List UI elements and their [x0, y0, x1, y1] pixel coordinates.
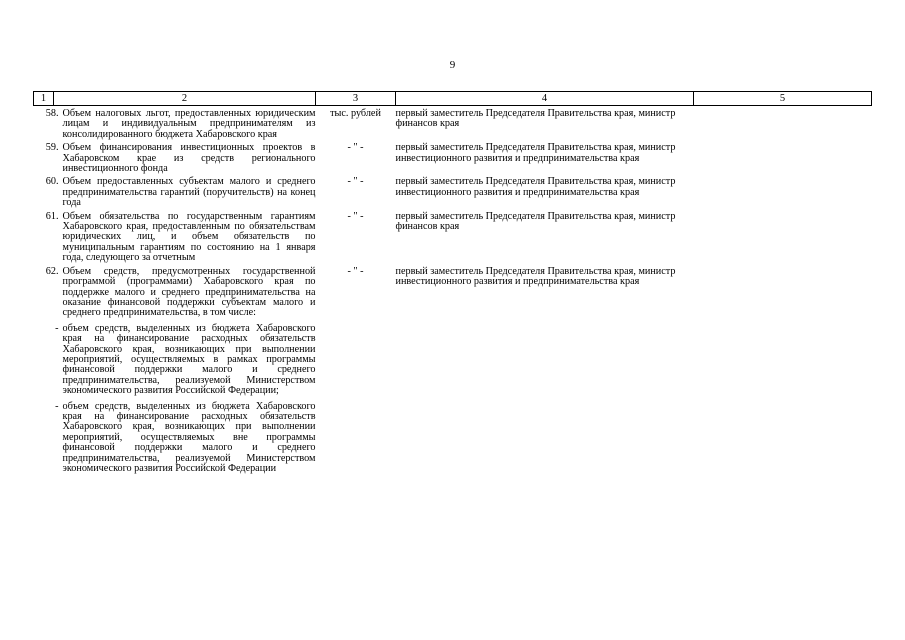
- column-header: 5: [694, 92, 872, 106]
- responsible-cell: первый заместитель Председателя Правительства края, министр инвестиционного развития и предпринимательства края: [395, 176, 676, 198]
- unit-cell: - " -: [347, 142, 364, 154]
- list-item: [34, 324, 316, 397]
- table-row: [34, 109, 872, 140]
- empty-cell: [694, 109, 872, 140]
- table-header-row: [34, 92, 872, 106]
- responsible-cell: первый заместитель Председателя Правительства края, министр инвестиционного развития и предпринимательства края: [395, 265, 676, 288]
- indicators-table: [33, 91, 872, 474]
- indicator-name: Объем средств, предусмотренных государственной программой (программами) Хабаровского края по поддержке малого и среднего предпринимательства на оказание финансовой поддержки субъектам малого и среднего предпринимательства, в том числе:: [62, 265, 316, 319]
- table-row: [34, 267, 872, 475]
- unit-cell: - " -: [347, 210, 364, 222]
- list-dash: -: [55, 322, 59, 334]
- indicator-name: Объем обязательства по государственным гарантиям Хабаровского края, предоставленным по обязательствам юридических лиц, и объем обязательств по муниципальным гарантиям по состоянию на 1 января года, следующего за отчетным: [62, 210, 316, 264]
- list-dash: -: [55, 400, 59, 412]
- row-number: 62.: [45, 265, 59, 277]
- row-number: 61.: [45, 210, 59, 222]
- indicator-name: Объем предоставленных субъектам малого и среднего предпринимательства гарантий (поручительств) на конец года: [62, 176, 316, 209]
- subitem-text: объем средств, выделенных из бюджета Хабаровского края на финансирование расходных обязательств Хабаровского края, возникающих при выполнении мероприятий, осуществляемых в рамках программы финансовой поддержки малого и среднего предпринимательства, реализуемой Министерством экономического развития Российской Федерации;: [62, 322, 316, 397]
- page-number: 9: [449, 59, 456, 71]
- responsible-cell: первый заместитель Председателя Правительства края, министр финансов края: [395, 108, 676, 130]
- unit-cell: - " -: [347, 176, 364, 188]
- column-header: 3: [316, 92, 396, 106]
- responsible-cell: первый заместитель Председателя Правительства края, министр финансов края: [395, 210, 676, 233]
- column-header: 1: [34, 92, 54, 106]
- table-row: [34, 143, 872, 174]
- unit-cell: тыс. рублей: [330, 108, 381, 119]
- column-header: 4: [396, 92, 694, 106]
- table-row: [34, 212, 872, 264]
- unit-cell: - " -: [347, 265, 364, 277]
- row-number: 58.: [45, 108, 59, 119]
- list-item: [34, 402, 316, 475]
- column-header: 2: [54, 92, 316, 106]
- row-number: 60.: [45, 176, 59, 188]
- empty-cell: [694, 212, 872, 264]
- empty-cell: [694, 177, 872, 208]
- responsible-cell: первый заместитель Председателя Правительства края, министр инвестиционного развития и предпринимательства края: [395, 142, 676, 164]
- row-number: 59.: [45, 142, 59, 154]
- indicator-name: Объем финансирования инвестиционных проектов в Хабаровском крае из средств регионального инвестиционного фонда: [62, 142, 316, 175]
- indicator-name: Объем налоговых льгот, предоставленных юридическим лицам и индивидуальным предпринимателям из консолидированного бюджета Хабаровского края: [62, 108, 316, 140]
- subitem-text: объем средств, выделенных из бюджета Хабаровского края на финансирование расходных обязательств Хабаровского края, возникающих при выполнении мероприятий, осуществляемых вне программы финансовой поддержки малого и среднего предпринимательства, реализуемой Министерством экономического развития Российской Федерации: [62, 400, 316, 474]
- empty-cell: [694, 267, 872, 475]
- table-row: [34, 177, 872, 208]
- empty-cell: [694, 143, 872, 174]
